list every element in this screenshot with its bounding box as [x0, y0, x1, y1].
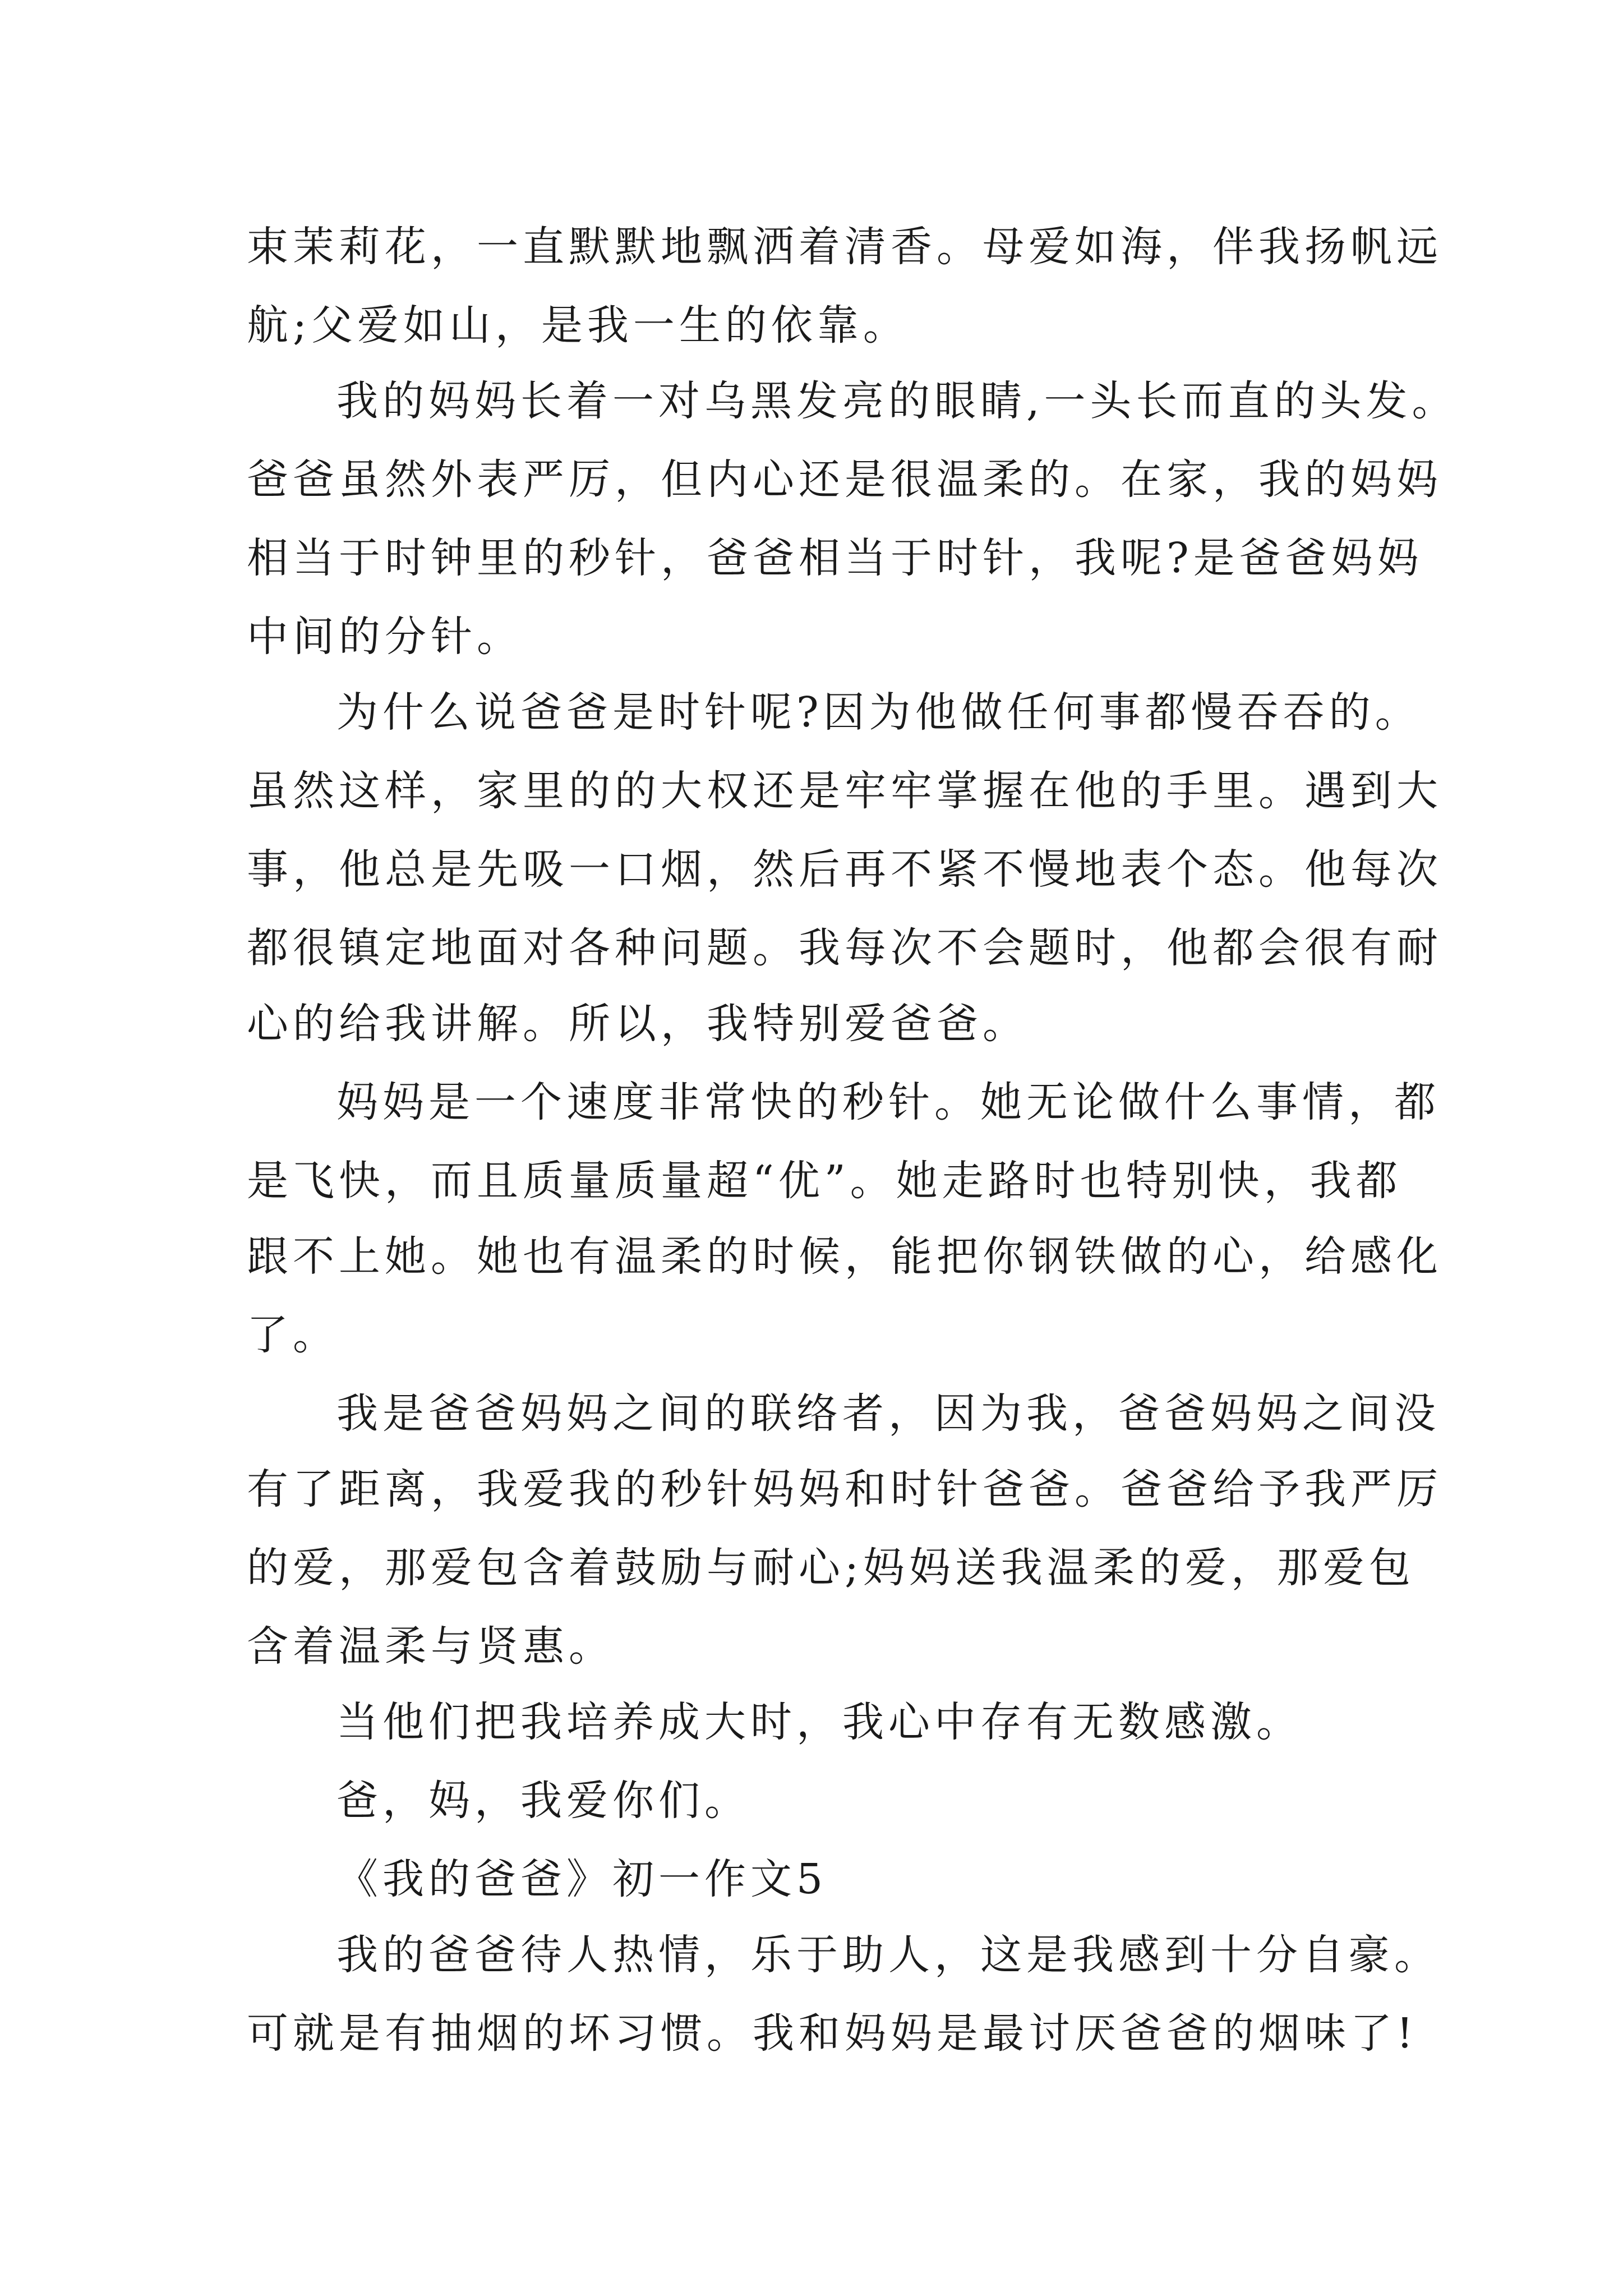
text-line: 可就是有抽烟的坏习惯。我和妈妈是最讨厌爸爸的烟味了!	[247, 2009, 1418, 2058]
text-line: 爸爸虽然外表严厉，但内心还是很温柔的。在家，我的妈妈	[247, 455, 1442, 504]
text-line: 的爱，那爱包含着鼓励与耐心;妈妈送我温柔的爱，那爱包	[247, 1544, 1415, 1592]
text-line: 心的给我讲解。所以，我特别爱爸爸。	[247, 1000, 1029, 1048]
paragraph-start: 当他们把我培养成大时，我心中存有无数感激。	[336, 1698, 1302, 1746]
paragraph-start: 我的爸爸待人热情，乐于助人，这是我感到十分自豪。	[336, 1931, 1440, 1979]
text-line: 是飞快，而且质量质量超“优”。她走路时也特别快，我都	[247, 1157, 1402, 1205]
paragraph-start: 爸，妈，我爱你们。	[336, 1777, 750, 1825]
paragraph-start: 妈妈是一个速度非常快的秒针。她无论做什么事情，都	[336, 1078, 1440, 1126]
text-line: 束茉莉花，一直默默地飘洒着清香。母爱如海，伴我扬帆远	[247, 223, 1442, 271]
text-line: 航;父爱如山，是我一生的依靠。	[247, 301, 909, 349]
text-line: 跟不上她。她也有温柔的时候，能把你钢铁做的心，给感化	[247, 1232, 1442, 1281]
text-line: 事，他总是先吸一口烟，然后再不紧不慢地表个态。他每次	[247, 845, 1442, 894]
section-heading: 《我的爸爸》初一作文5	[336, 1855, 828, 1903]
text-line: 了。	[247, 1311, 339, 1359]
text-line: 相当于时钟里的秒针，爸爸相当于时针，我呢?是爸爸妈妈	[247, 534, 1423, 582]
text-line: 中间的分针。	[247, 613, 523, 661]
paragraph-start: 我是爸爸妈妈之间的联络者，因为我，爸爸妈妈之间没	[336, 1389, 1440, 1438]
text-line: 含着温柔与贤惠。	[247, 1622, 615, 1671]
text-line: 都很镇定地面对各种问题。我每次不会题时，他都会很有耐	[247, 924, 1442, 972]
paragraph-start: 为什么说爸爸是时针呢?因为他做任何事都慢吞吞的。	[336, 688, 1421, 737]
text-line: 有了距离，我爱我的秒针妈妈和时针爸爸。爸爸给予我严厉	[247, 1465, 1442, 1513]
paragraph-start: 我的妈妈长着一对乌黑发亮的眼睛,一头长而直的头发。	[336, 377, 1458, 425]
text-line: 虽然这样，家里的的大权还是牢牢掌握在他的手里。遇到大	[247, 767, 1442, 815]
